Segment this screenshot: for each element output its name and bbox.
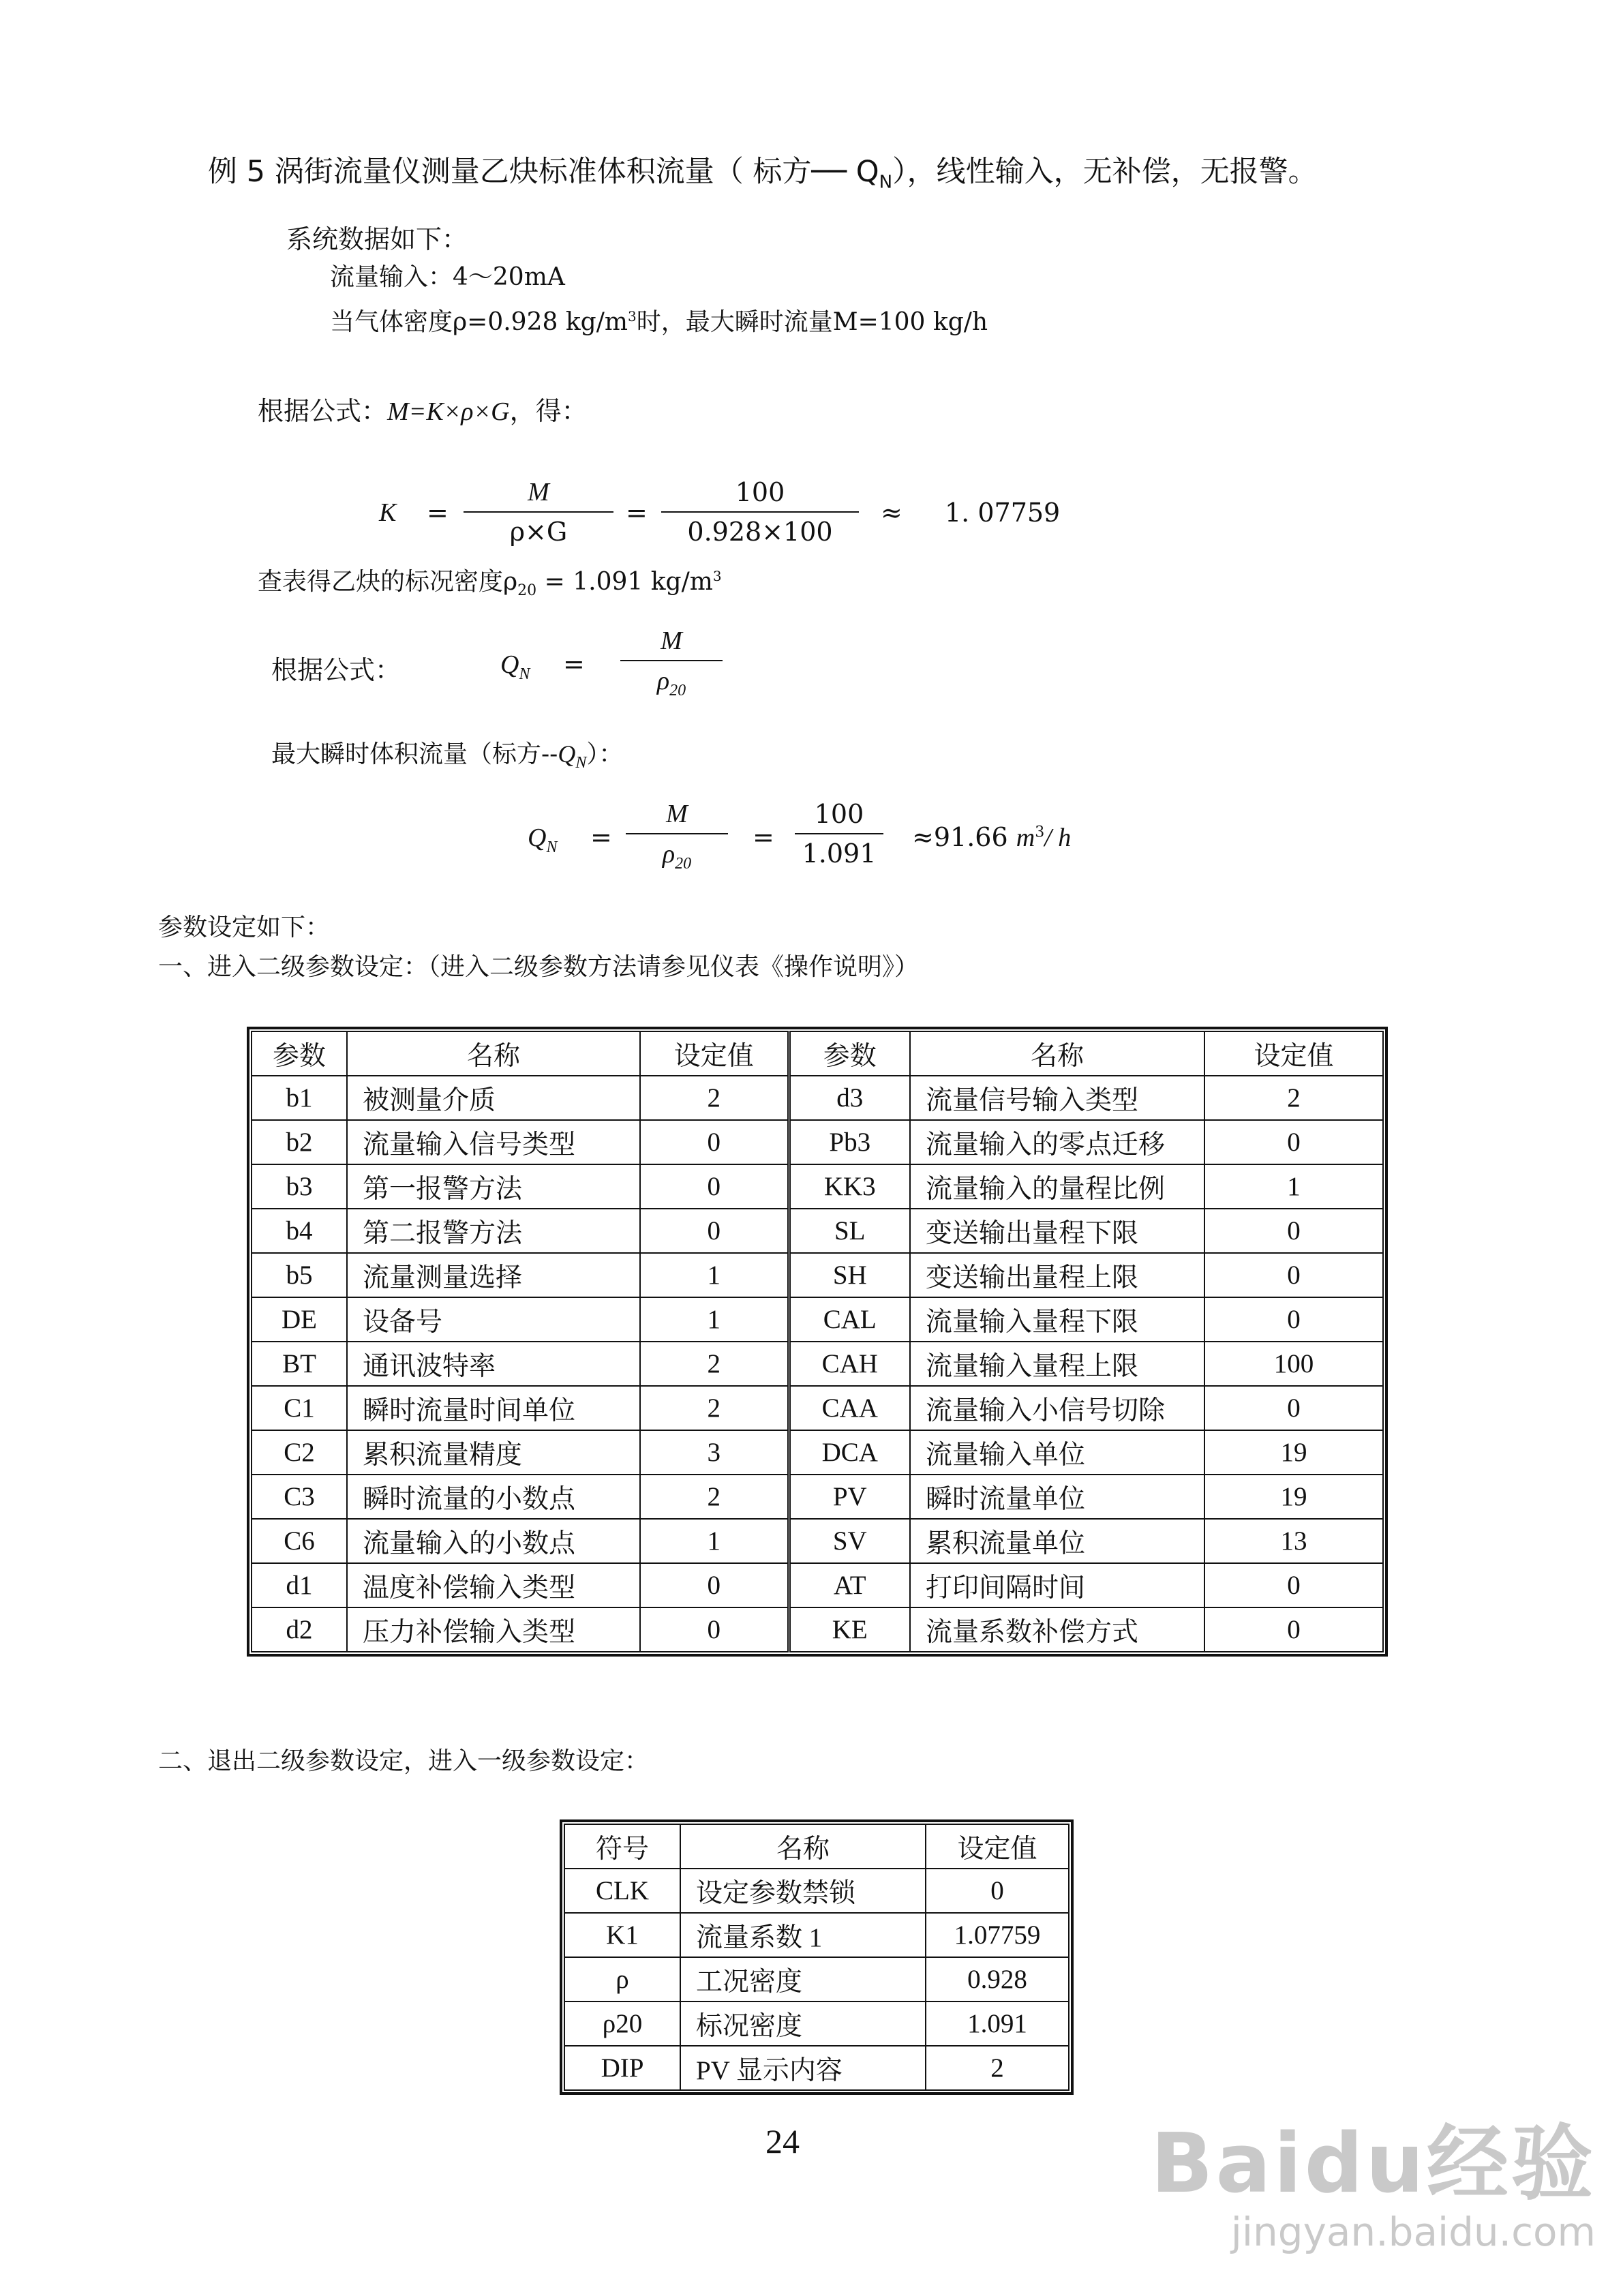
table-row bbox=[564, 1957, 1069, 2002]
table-cell: 温度补偿输入类型 bbox=[347, 1563, 640, 1607]
column-header: 名称 bbox=[347, 1031, 640, 1076]
table-cell: 0 bbox=[1204, 1120, 1383, 1164]
table-cell: KK3 bbox=[789, 1164, 910, 1209]
table-cell: 1 bbox=[640, 1297, 789, 1342]
fraction-m-over-rho20 bbox=[626, 799, 728, 873]
primary-params-table bbox=[564, 1824, 1070, 2091]
table-cell: 0 bbox=[640, 1563, 789, 1607]
table-cell: DIP bbox=[564, 2046, 680, 2090]
equals-sign: = bbox=[626, 498, 648, 528]
table-cell: CAA bbox=[789, 1386, 910, 1430]
watermark-url: jingyan.baidu.com bbox=[1230, 2209, 1596, 2255]
table-cell: 瞬时流量时间单位 bbox=[347, 1386, 640, 1430]
numerator: M bbox=[661, 626, 682, 655]
table-cell: 0 bbox=[640, 1120, 789, 1164]
qn-symbol: $Q_N$ bbox=[528, 824, 558, 856]
table-cell: PV 显示内容 bbox=[680, 2046, 926, 2090]
fraction-m-over-rho-g bbox=[464, 477, 613, 547]
table-cell: DCA bbox=[789, 1430, 910, 1475]
table-row bbox=[252, 1386, 1383, 1430]
table-row bbox=[564, 1913, 1069, 1957]
table-cell: 流量系数 1 bbox=[680, 1913, 926, 1957]
numerator: 100 bbox=[735, 477, 785, 507]
table-cell: SH bbox=[789, 1253, 910, 1297]
table-row bbox=[564, 1869, 1069, 1913]
table-cell: 被测量介质 bbox=[347, 1076, 640, 1120]
column-header: 名称 bbox=[680, 1824, 926, 1869]
table-row bbox=[564, 2002, 1069, 2046]
table-row bbox=[252, 1297, 1383, 1342]
table-cell: 累积流量精度 bbox=[347, 1430, 640, 1475]
column-header: 参数 bbox=[789, 1031, 910, 1076]
table-cell: DE bbox=[252, 1297, 347, 1342]
table-cell: 0 bbox=[1204, 1563, 1383, 1607]
table-cell: 累积流量单位 bbox=[910, 1519, 1204, 1563]
denominator: ρ×G bbox=[509, 517, 568, 547]
table-cell: 1 bbox=[1204, 1164, 1383, 1209]
table-cell: 0 bbox=[926, 1869, 1069, 1913]
table-row bbox=[252, 1076, 1383, 1120]
numerator: 100 bbox=[814, 799, 864, 829]
table-cell: Pb3 bbox=[789, 1120, 910, 1164]
column-header: 参数 bbox=[252, 1031, 347, 1076]
table-cell: 流量输入量程上限 bbox=[910, 1342, 1204, 1386]
table-cell: 0 bbox=[640, 1607, 789, 1652]
table-cell: 2 bbox=[640, 1475, 789, 1519]
denominator: 1.091 bbox=[802, 839, 877, 868]
table-cell: d3 bbox=[789, 1076, 910, 1120]
table-cell: 变送输出量程上限 bbox=[910, 1253, 1204, 1297]
table-cell: 0 bbox=[1204, 1607, 1383, 1652]
table-cell: 2 bbox=[640, 1342, 789, 1386]
column-header: 设定值 bbox=[640, 1031, 789, 1076]
table-cell: 变送输出量程下限 bbox=[910, 1209, 1204, 1253]
page-number: 24 bbox=[765, 2122, 800, 2160]
table-cell: 2 bbox=[926, 2046, 1069, 2090]
table-cell: AT bbox=[789, 1563, 910, 1607]
max-volume-flow-line: 最大瞬时体积流量（标方$--Q_N$）： bbox=[271, 740, 624, 772]
table-cell: b5 bbox=[252, 1253, 347, 1297]
numerator: M bbox=[666, 800, 688, 828]
table-cell: 流量测量选择 bbox=[347, 1253, 640, 1297]
table-row bbox=[564, 2046, 1069, 2090]
table-cell: 19 bbox=[1204, 1430, 1383, 1475]
table-row bbox=[252, 1607, 1383, 1652]
qn-symbol: $Q_N$ bbox=[500, 650, 530, 683]
table-cell: 0 bbox=[640, 1209, 789, 1253]
approx-sign: ≈ bbox=[881, 498, 902, 528]
k-symbol: K bbox=[379, 498, 397, 527]
table-cell: 流量输入的量程比例 bbox=[910, 1164, 1204, 1209]
table-cell: 设定参数禁锁 bbox=[680, 1869, 926, 1913]
formula1-line: 根据公式：M=K×ρ×G，得： bbox=[258, 396, 588, 426]
table-cell: BT bbox=[252, 1342, 347, 1386]
table-cell: 压力补偿输入类型 bbox=[347, 1607, 640, 1652]
table-cell: 第一报警方法 bbox=[347, 1164, 640, 1209]
table-cell: SL bbox=[789, 1209, 910, 1253]
watermark-logo: Baidu经验 bbox=[1151, 2117, 1596, 2211]
table-cell: CLK bbox=[564, 1869, 680, 1913]
table-cell: 打印间隔时间 bbox=[910, 1563, 1204, 1607]
table-cell: CAL bbox=[789, 1297, 910, 1342]
table-cell: 流量系数补偿方式 bbox=[910, 1607, 1204, 1652]
equals-sign: = bbox=[427, 498, 449, 528]
table-cell: SV bbox=[789, 1519, 910, 1563]
numerator: M bbox=[528, 478, 549, 507]
table-cell: 2 bbox=[640, 1076, 789, 1120]
standard-density-line: 查表得乙炔的标况密度$\rho_{20} = 1.091$ $kg/m^3$ bbox=[258, 568, 722, 600]
table-cell: 0.928 bbox=[926, 1957, 1069, 2002]
table-cell: b2 bbox=[252, 1120, 347, 1164]
table-cell: 0 bbox=[1204, 1386, 1383, 1430]
param-heading: 参数设定如下： bbox=[158, 913, 331, 941]
equals-sign: = bbox=[753, 822, 774, 852]
system-data-heading: 系统数据如下： bbox=[286, 224, 468, 254]
table-cell: 流量输入的零点迁移 bbox=[910, 1120, 1204, 1164]
table-row bbox=[252, 1430, 1383, 1475]
table-cell: CAH bbox=[789, 1342, 910, 1386]
table-cell: 通讯波特率 bbox=[347, 1342, 640, 1386]
table-row bbox=[252, 1563, 1383, 1607]
fraction-100-over-1091 bbox=[795, 799, 883, 868]
table-cell: PV bbox=[789, 1475, 910, 1519]
table-cell: 流量信号输入类型 bbox=[910, 1076, 1204, 1120]
fraction-100-over-product bbox=[661, 477, 859, 547]
table-row bbox=[252, 1209, 1383, 1253]
table-cell: 流量输入信号类型 bbox=[347, 1120, 640, 1164]
table-cell: 2 bbox=[1204, 1076, 1383, 1120]
table-cell: 3 bbox=[640, 1430, 789, 1475]
table-header-row bbox=[564, 1824, 1069, 1869]
table-row bbox=[252, 1519, 1383, 1563]
table-cell: 0 bbox=[1204, 1297, 1383, 1342]
column-header: 名称 bbox=[910, 1031, 1204, 1076]
table-cell: 流量输入的小数点 bbox=[347, 1519, 640, 1563]
density-line: 当气体密度ρ=0.928 $kg/m^3$时，最大瞬时流量M=100 kg/h bbox=[330, 308, 988, 336]
table-cell: C3 bbox=[252, 1475, 347, 1519]
table-cell: 1.091 bbox=[926, 2002, 1069, 2046]
table-cell: 流量输入小信号切除 bbox=[910, 1386, 1204, 1430]
table-row bbox=[252, 1164, 1383, 1209]
table-row bbox=[252, 1253, 1383, 1297]
table-cell: 标况密度 bbox=[680, 2002, 926, 2046]
column-header: 设定值 bbox=[1204, 1031, 1383, 1076]
table-cell: 1.07759 bbox=[926, 1913, 1069, 1957]
formula2-label: 根据公式： bbox=[271, 655, 401, 685]
table-cell: 1 bbox=[640, 1519, 789, 1563]
table-cell: 瞬时流量单位 bbox=[910, 1475, 1204, 1519]
table-cell: K1 bbox=[564, 1913, 680, 1957]
step1-heading: 一、进入二级参数设定：（进入二级参数方法请参见仪表《操作说明》） bbox=[158, 953, 920, 981]
baidu-jingyan-watermark bbox=[1151, 2098, 1596, 2255]
table-cell: 瞬时流量的小数点 bbox=[347, 1475, 640, 1519]
column-header: 设定值 bbox=[926, 1824, 1069, 1869]
denominator: 0.928×100 bbox=[687, 517, 833, 547]
table-cell: 第二报警方法 bbox=[347, 1209, 640, 1253]
table-cell: b1 bbox=[252, 1076, 347, 1120]
denominator: $\rho_{20}$ bbox=[656, 667, 686, 699]
table-cell: 设备号 bbox=[347, 1297, 640, 1342]
table-cell: b4 bbox=[252, 1209, 347, 1253]
step2-heading: 二、退出二级参数设定，进入一级参数设定： bbox=[158, 1747, 650, 1775]
table-cell: C2 bbox=[252, 1430, 347, 1475]
table-cell: 1 bbox=[640, 1253, 789, 1297]
k-value: 1. 07759 bbox=[945, 498, 1061, 528]
qn-result: ≈91.66 $m^3/$ h bbox=[912, 822, 1072, 852]
table-cell: 0 bbox=[1204, 1253, 1383, 1297]
column-header: 符号 bbox=[564, 1824, 680, 1869]
table-cell: C6 bbox=[252, 1519, 347, 1563]
table-cell: 0 bbox=[1204, 1209, 1383, 1253]
table-cell: 流量输入单位 bbox=[910, 1430, 1204, 1475]
table-row bbox=[252, 1342, 1383, 1386]
fraction-m-over-rho20 bbox=[620, 626, 723, 700]
table-cell: 19 bbox=[1204, 1475, 1383, 1519]
table-row bbox=[252, 1475, 1383, 1519]
table-cell: ρ20 bbox=[564, 2002, 680, 2046]
table-row bbox=[252, 1120, 1383, 1164]
equals-sign: = bbox=[590, 822, 612, 852]
table-cell: 工况密度 bbox=[680, 1957, 926, 2002]
equals-sign: = bbox=[563, 649, 585, 679]
table-cell: d1 bbox=[252, 1563, 347, 1607]
table-cell: 13 bbox=[1204, 1519, 1383, 1563]
table-cell: KE bbox=[789, 1607, 910, 1652]
table-cell: b3 bbox=[252, 1164, 347, 1209]
denominator: $\rho_{20}$ bbox=[662, 840, 692, 873]
flow-input-line: 流量输入：4～20mA bbox=[330, 263, 565, 291]
table-cell: d2 bbox=[252, 1607, 347, 1652]
table-header-row bbox=[252, 1031, 1383, 1076]
table-cell: 流量输入量程下限 bbox=[910, 1297, 1204, 1342]
table-cell: 2 bbox=[640, 1386, 789, 1430]
page-title: 例 5 涡街流量仪测量乙炔标准体积流量（ 标方── $Q_N$），线性输入，无补偿，无报警。 bbox=[208, 155, 1318, 193]
table-cell: C1 bbox=[252, 1386, 347, 1430]
table-cell: 100 bbox=[1204, 1342, 1383, 1386]
table-cell: ρ bbox=[564, 1957, 680, 2002]
table-cell: 0 bbox=[640, 1164, 789, 1209]
secondary-params-table bbox=[251, 1031, 1384, 1652]
